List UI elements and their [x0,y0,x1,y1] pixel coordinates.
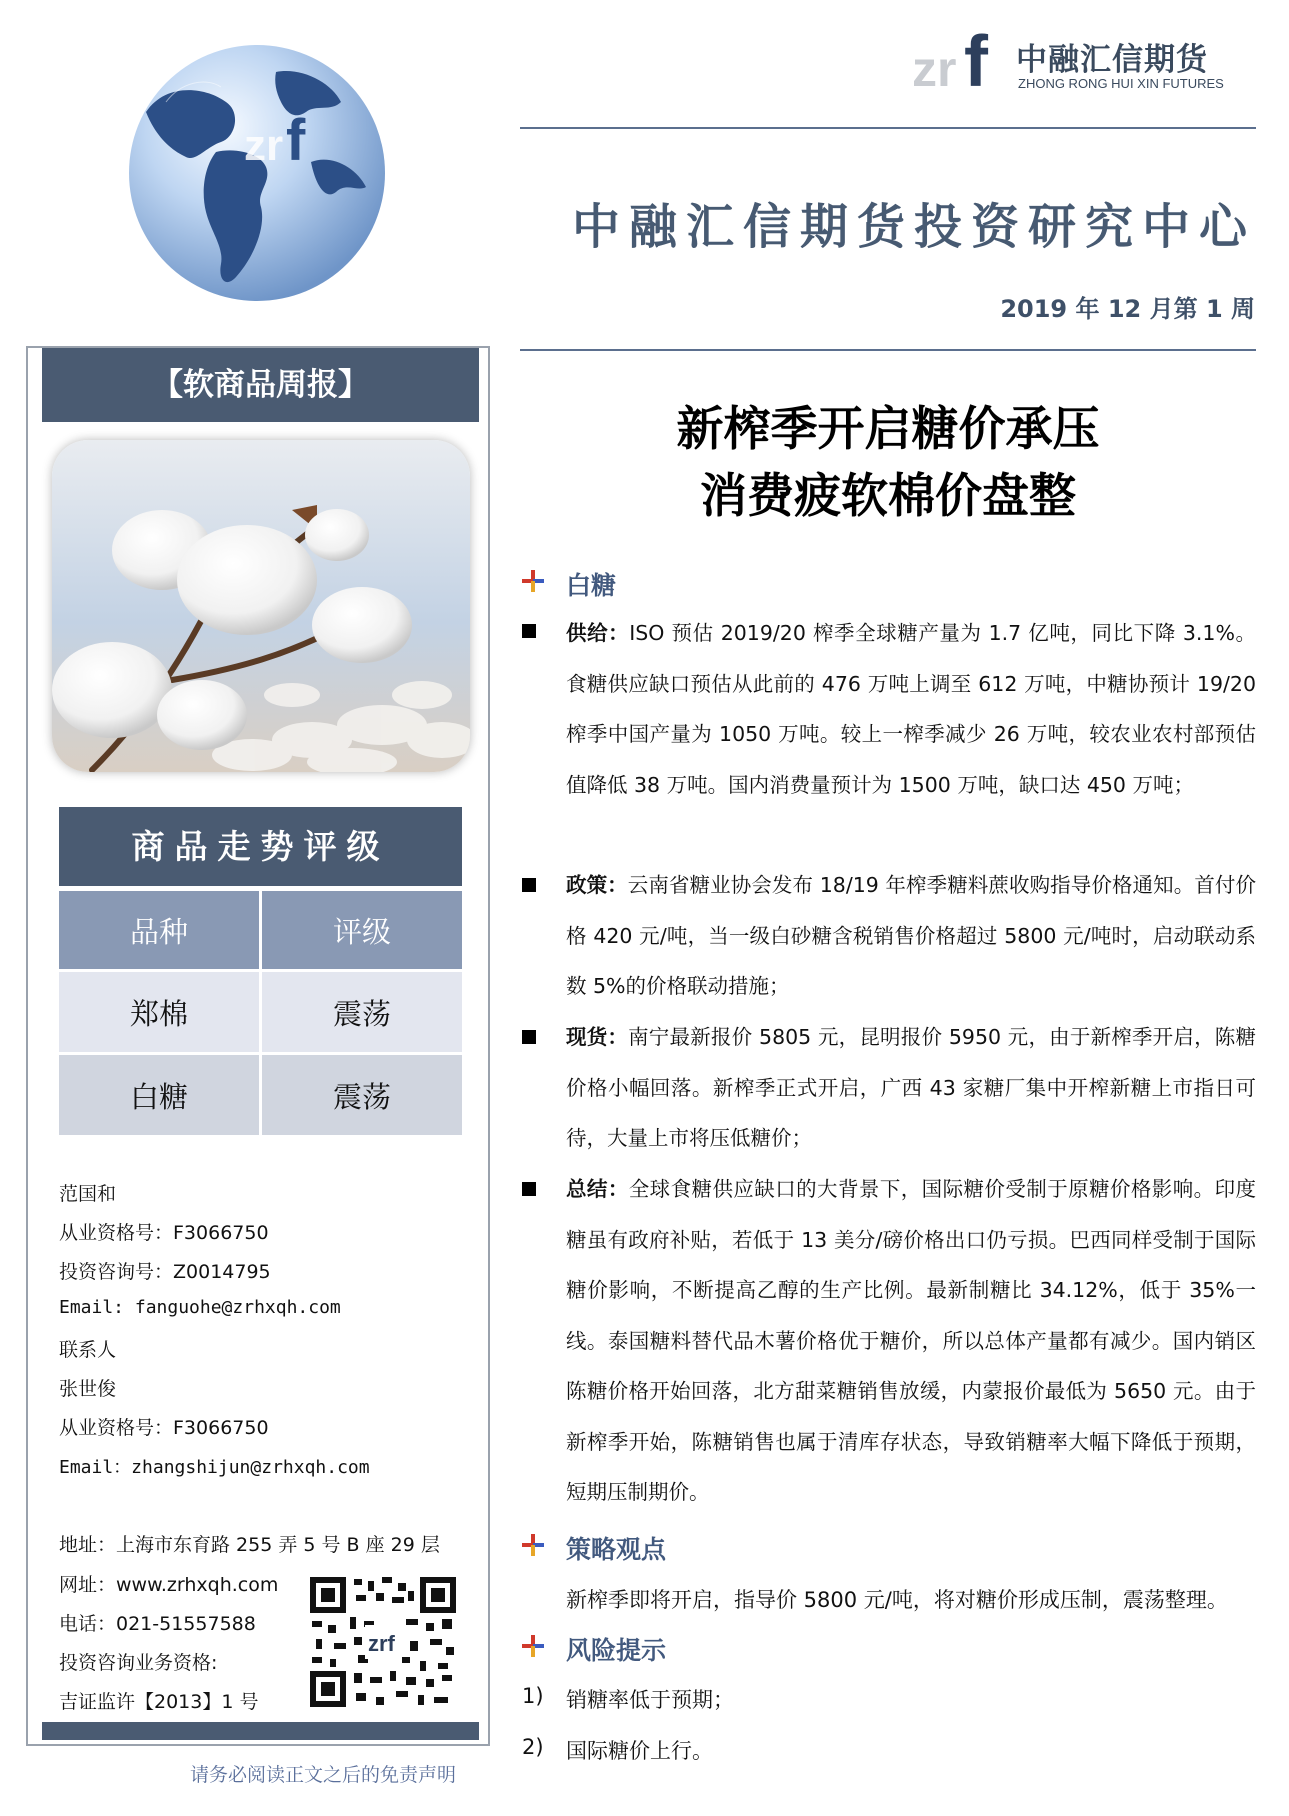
policy-text: 云南省糖业协会发布 18/19 年榨季糖料蔗收购指导价格通知。首付价格 420 元/吨，当一级白砂糖含税销售价格超过 5800 元/吨时，启动联动系数 5%的价格联动措施； [566,873,1257,998]
rating-table-header-row [59,891,462,969]
summary-label: 总结： [566,1177,629,1201]
svg-text:f: f [964,26,988,94]
column-header-rating: 评级 [259,891,462,969]
sidebar-footer-bar [42,1722,479,1740]
supply-text: ISO 预估 2019/20 榨季全球糖产量为 1.7 亿吨，同比下降 3.1%。食糖供应缺口预估从此前的 476 万吨上调至 612 万吨，中糖协预计 19/20 榨季中国产量为 1050 万吨。较上一榨季减少 26 万吨，较农业农村部预估值降低 38 万吨。国内消费量预计为 1500 万吨，缺口达 450 万吨； [566,621,1257,797]
bullet-square-icon [522,878,536,892]
risk-item-number: 1) [522,1684,544,1708]
sugar-supply-paragraph [566,608,1256,810]
risk-item-text: 国际糖价上行。 [566,1739,713,1763]
section-sugar-title: 白糖 [566,571,617,600]
strategy-text: 新榨季即将开启，指导价 5800 元/吨，将对糖价形成压制，震荡整理。 [566,1588,1228,1612]
company-logo [912,26,1224,96]
zrf-logo-mark [912,26,1012,94]
table-row [59,1052,462,1135]
rating-cell: 震荡 [259,1052,462,1135]
section-marker-icon [522,1534,544,1556]
analyst-qualification: 从业资格号：F3066750 [59,1222,269,1244]
analyst-email[interactable]: Email: fanguohe@zrhxqh.com [59,1297,341,1318]
headline-line-2: 消费疲软棉价盘整 [700,469,1076,524]
issue-date: 2019 年 12 月第 1 周 [1000,295,1255,323]
contact-email[interactable]: Email：zhangshijun@zrhxqh.com [59,1457,370,1478]
svg-text:zrf: zrf [368,1631,395,1656]
risk-item-text: 销糖率低于预期； [566,1688,734,1712]
header-rule-bottom [520,349,1256,351]
logo-name-en: ZHONG RONG HUI XIN FUTURES [1018,76,1224,91]
globe-logo-image [126,42,388,304]
spot-label: 现货： [566,1025,629,1049]
cotton-photo [52,440,470,772]
spot-text: 南宁最新报价 5805 元，昆明报价 5950 元，由于新榨季开启，陈糖价格小幅回落。新榨季正式开启，广西 43 家糖厂集中开榨新糖上市指日可待，大量上市将压低糖价； [566,1025,1256,1150]
header-rule-top [520,127,1256,129]
contact-name: 张世俊 [59,1378,117,1400]
contact-label: 联系人 [59,1339,117,1361]
license-label: 投资咨询业务资格: [59,1652,218,1674]
report-type-banner: 【软商品周报】 [42,348,479,422]
section-marker-icon [522,570,544,592]
section-sugar-heading [522,566,722,598]
disclaimer-note: 请务必阅读正文之后的免责声明 [190,1764,457,1786]
rating-cell: 震荡 [259,969,462,1052]
company-website[interactable]: 网址：www.zrhxqh.com [59,1574,279,1596]
company-address: 地址：上海市东育路 255 弄 5 号 B 座 29 层 [59,1534,440,1556]
section-marker-icon [522,1635,544,1657]
rating-table [59,891,462,1135]
policy-label: 政策： [566,873,628,897]
license-number: 吉证监许【2013】1 号 [59,1691,259,1713]
summary-text: 全球食糖供应缺口的大背景下，国际糖价受制于原糖价格影响。印度糖虽有政府补贴，若低于 13 美分/磅价格出口仍亏损。巴西同样受制于国际糖价影响，不断提高乙醇的生产比例。最新制糖比 34.12%，低于 35%一线。泰国糖料替代品木薯价格优于糖价，所以总体产量都有减少。国内销区陈糖价格开始回落，北方甜菜糖销售放缓，内蒙报价最低为 5650 元。由于新榨季开始，陈糖销售也属于清库存状态，导致销糖率大幅下降低于预期，短期压制期价。 [566,1177,1256,1504]
cotton-image [52,440,470,772]
svg-text:zr: zr [912,41,957,94]
risk-item-number: 2) [522,1735,544,1759]
bullet-square-icon [522,1030,536,1044]
research-center-title: 中融汇信期货投资研究中心 [571,199,1256,255]
analyst-consulting-number: 投资咨询号：Z0014795 [59,1261,271,1283]
bullet-square-icon [522,1182,536,1196]
variety-cell: 郑棉 [59,969,259,1052]
company-phone: 电话：021-51557588 [59,1613,256,1635]
headline-line-1: 新榨季开启糖价承压 [676,402,1100,457]
sugar-summary-paragraph [566,1164,1256,1518]
section-strategy-title: 策略观点 [566,1535,667,1564]
contact-qualification: 从业资格号：F3066750 [59,1417,269,1439]
logo-name-cn: 中融汇信期货 [1016,42,1208,78]
section-risk-title: 风险提示 [566,1636,667,1665]
table-row [59,969,462,1052]
column-header-variety: 品种 [59,891,259,969]
svg-text:zr: zr [244,121,284,170]
bullet-square-icon [522,624,536,638]
section-strategy-heading [522,1530,772,1562]
section-risk-heading [522,1631,772,1663]
analyst-name: 范国和 [59,1183,117,1205]
sugar-policy-paragraph [566,860,1256,1012]
supply-label: 供给： [566,621,630,645]
sugar-spot-paragraph [566,1012,1256,1164]
qr-code-image [310,1577,456,1707]
svg-text:f: f [286,108,306,173]
rating-table-title: 商品走势评级 [59,807,462,886]
variety-cell: 白糖 [59,1052,259,1135]
